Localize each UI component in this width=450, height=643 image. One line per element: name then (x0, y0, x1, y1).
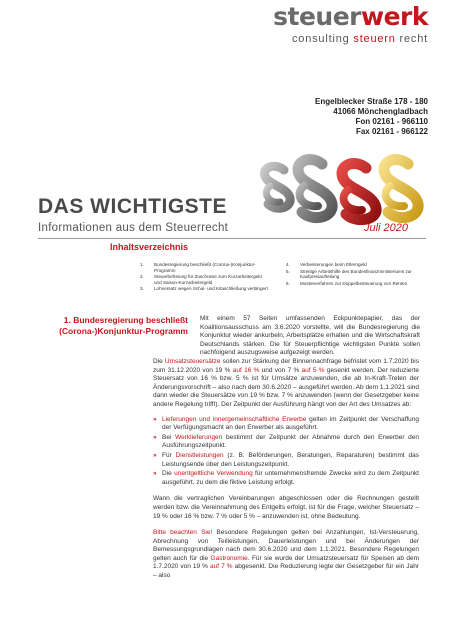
toc-text: Steuerbefreiung für Zuschüsse zum Kurzarbeitergeld und Saison-Kurzarbeitergeld (154, 274, 262, 285)
page-title: DAS WICHTIGSTE (38, 195, 227, 218)
toc-right-column (286, 262, 414, 287)
text-run: Die (162, 470, 175, 478)
text-run: für unternehmensfremde Zwecke wird zu dem Zeitpunkt ausgeführt, zu dem die fiktive Leistung erfolgt. (162, 470, 419, 486)
toc-text: Lohnersatz wegen Schul- und Kitaschließung verlängert (154, 286, 268, 292)
address-phone: Fon 02161 - 966110 (355, 117, 428, 126)
toc-item[interactable] (286, 281, 414, 287)
logo-text-1: steuer (273, 2, 361, 31)
highlight-text: auf 16 % (232, 366, 260, 374)
text-run: (z. B. Beförderungen, Beratungen, Reparaturen) bestimmt das Leistungsende über den Leistungszeitpunkt. (162, 451, 419, 468)
toc-text: Verbesserungen beim Elterngeld (300, 262, 367, 267)
tagline-part-1: consulting (292, 33, 354, 45)
highlight-text: Lieferungen und innergemeinschaftliche Erwerbe (162, 415, 307, 423)
text-run: Die (153, 358, 165, 365)
address-block (208, 97, 428, 137)
toc-item[interactable] (140, 262, 268, 273)
issue-date: Juli 2020 (364, 222, 409, 234)
toc-text: Bundesregierung beschließt (Corona-)Konjunktur-Programm (154, 262, 256, 273)
toc-number: 2. (140, 274, 144, 280)
section-heading-line-2: (Corona-)Konjunktur-Programm (59, 326, 188, 336)
toc-text: Musterverfahren zur Doppelbesteuerung von Renten (300, 280, 408, 286)
paragraph-signs-illustration (250, 150, 440, 228)
red-section-sign-icon (342, 164, 376, 220)
dark-section-sign-icon (298, 160, 332, 218)
text-run: gelten im Zeitpunkt der Verschaffung der Verfügungsmacht an den Erwerber als ausgeführt. (162, 415, 419, 432)
bullet-item (153, 470, 419, 487)
text-run: bestimmt der Zeitpunkt der Abnahme durch den Erwerber den Ausführungszeitpunkt. (162, 433, 420, 450)
toc-heading: Inhaltsverzeichnis (110, 242, 189, 252)
toc-number: 3. (140, 286, 144, 292)
bullet-list (153, 416, 419, 488)
logo (273, 4, 428, 29)
toc-number: 5. (286, 268, 290, 274)
highlight-text: unentgeltliche Verwendung (174, 470, 253, 478)
toc-number: 1. (140, 262, 144, 267)
contract-paragraph: Wann die vertraglichen Vereinbarungen abgeschlossen oder die Rechnungen gestellt werden bzw. die Vereinnahmung des Entgelts erfolgt, ist für die Frage, welcher Steuersatz – 19 % oder 16 % bzw. 7 % oder 5 % – anzuwenden ist, ohne Bedeutung. (153, 495, 419, 520)
highlight-text: Werklieferungen (175, 433, 223, 441)
highlight-text: Bitte beachten Sie! (153, 529, 213, 537)
bullet-mark: » (153, 451, 157, 459)
toc-number: 4. (286, 262, 290, 267)
section-intro: Mit einem 57 Seiten umfassenden Eckpunktepapier, das der Koalitionsausschuss am 3.6.2020 vorstellte, will die Bundesregierung die Konjunktur wieder ankurbeln, Arbeitsplätze erhalten und die Wirtschaftskraft Deutschlands stärken. Die für Steuerpflichtige wichtigsten Punkte sollen nachfolgend auszugsweise aufgezeigt werden. (200, 315, 420, 357)
text-run: Bei (162, 433, 176, 441)
page-subtitle: Informationen aus dem Steuerrecht (38, 222, 229, 234)
toc-number: 6. (286, 280, 290, 286)
grey-section-sign-icon (265, 166, 291, 208)
address-street: Engelblecker Straße 178 - 180 (315, 97, 428, 106)
section-heading (40, 315, 188, 337)
title-divider (38, 238, 426, 239)
logo-tagline (292, 33, 428, 45)
text-run: und von 7 % (259, 366, 302, 374)
highlight-text: Umsatzsteuersätze (164, 358, 221, 365)
logo-text-2: werk (360, 2, 428, 31)
tagline-part-2: steuern (353, 33, 396, 45)
highlight-text: Dienstleistungen (175, 451, 224, 459)
text-run: . Für sie wurde der Umsatzsteuersatz für Speisen ab dem 1.7.2020 von 19 % (153, 554, 419, 571)
note-paragraph (153, 529, 419, 581)
section-heading-line-1: 1. Bundesregierung beschließt (63, 315, 188, 325)
bullet-mark: » (153, 470, 157, 478)
bullet-item (153, 452, 419, 469)
toc-item[interactable] (140, 274, 268, 285)
toc-item[interactable] (286, 262, 414, 268)
toc-text: Streitige Arbeitshilfe des Bundesfinanzministeriums zur Kaufpreisaufteilung (300, 268, 412, 280)
highlight-text: auf 5 % (301, 366, 325, 374)
vat-paragraph (153, 358, 419, 410)
section-body (153, 358, 419, 581)
gold-section-sign-icon (384, 160, 418, 218)
tagline-part-3: recht (395, 33, 428, 45)
address-fax: Fax 02161 - 966122 (355, 127, 428, 136)
toc-item[interactable] (140, 286, 268, 292)
text-run: abgesenkt. Die Reduzierung legte der Gesetzgeber für ein Jahr – also (153, 563, 420, 580)
text-run: gesenkt werden. Der reduzierte Steuersatz von 16 % bzw. 5 % ist für Umsätze anzuwenden, die ab In-Kraft-Treten der Änderungsvorschrift – also nach dem 30.6.2020 – ausgeführt werden. Ab dem 1.1.2021 sind dann wieder die Steuersätze von 19 % bzw. 7 % anzuwenden (wenn der Gesetzgeber keine andere Regelung trifft). Der Zeitpunkt der Ausführung hängt von der Art des Umsatzes ab: (153, 366, 419, 408)
highlight-text: Gastronomie (210, 554, 248, 562)
bullet-mark: » (153, 433, 157, 441)
bullet-mark: » (153, 415, 157, 423)
toc-item[interactable] (286, 269, 414, 280)
bullet-item (153, 416, 419, 433)
toc-left-column (140, 262, 268, 293)
highlight-text: auf 7 % (210, 563, 233, 571)
text-run: Für (162, 451, 176, 459)
text-run: Besondere Regelungen gelten bei Anzahlungen, Ist-Versteuerung, Abrechnung von Teilleistungen, Dauerleistungen und bei Änderungen der Bemessungsgrundlagen nach dem 30.6.2020 und dem 1.1.2021. Besondere Regelungen gelten auch für die (153, 529, 419, 562)
bullet-item (153, 434, 419, 451)
address-city: 41066 Mönchengladbach (333, 107, 428, 116)
text-run: sollen zur Stärkung der Binnennachfrage befristet vom 1.7.2020 bis zum 31.12.2020 von 19 % (153, 358, 419, 374)
